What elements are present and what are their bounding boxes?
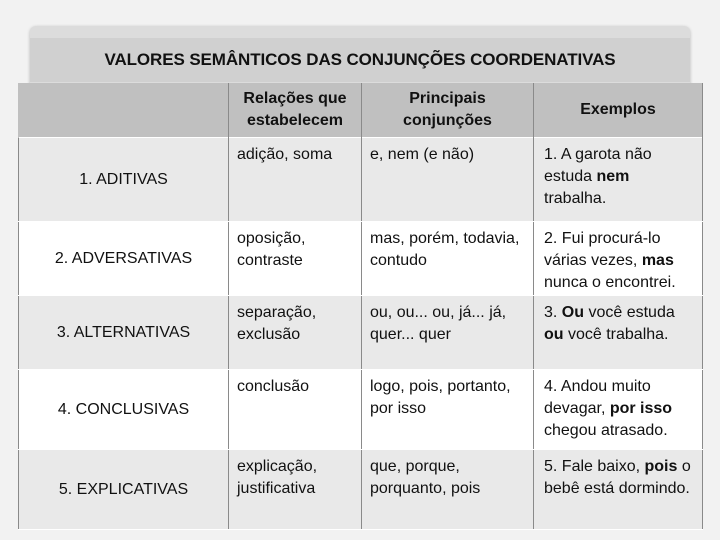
header-conjuncoes: Principais conjunções bbox=[362, 83, 534, 138]
exemplo-text: 3. bbox=[544, 304, 562, 321]
exemplo-text: 5. Fale baixo, bbox=[544, 458, 645, 475]
relacoes-cell: separação, exclusão bbox=[229, 296, 362, 370]
conjuncoes-cell: e, nem (e não) bbox=[362, 138, 534, 222]
exemplo-text: chegou atrasado. bbox=[544, 422, 668, 439]
exemplo-conjunction: nem bbox=[596, 168, 630, 185]
relacoes-cell: adição, soma bbox=[229, 138, 362, 222]
table-row bbox=[19, 296, 703, 370]
row-label: 2. ADVERSATIVAS bbox=[19, 222, 229, 296]
slide-title: VALORES SEMÂNTICOS DAS CONJUNÇÕES COORDENATIVAS bbox=[104, 50, 616, 69]
header-empty-cell bbox=[19, 83, 229, 138]
exemplo-text: 2. Fui procurá-lo várias vezes, bbox=[544, 230, 661, 269]
header-row bbox=[19, 83, 703, 138]
conjuncoes-cell: que, porque, porquanto, pois bbox=[362, 450, 534, 530]
table-row bbox=[19, 222, 703, 296]
conjuncoes-cell: mas, porém, todavia, contudo bbox=[362, 222, 534, 296]
relacoes-cell: conclusão bbox=[229, 370, 362, 450]
relacoes-cell: oposição, contraste bbox=[229, 222, 362, 296]
header-exemplos: Exemplos bbox=[534, 83, 703, 138]
relacoes-cell: explicação, justificativa bbox=[229, 450, 362, 530]
row-label: 4. CONCLUSIVAS bbox=[19, 370, 229, 450]
exemplo-conjunction: mas bbox=[641, 252, 674, 269]
row-label: 1. ADITIVAS bbox=[19, 138, 229, 222]
conjuncoes-cell: ou, ou... ou, já... já, quer... quer bbox=[362, 296, 534, 370]
conjuncoes-cell: logo, pois, portanto, por isso bbox=[362, 370, 534, 450]
table-row bbox=[19, 450, 703, 530]
exemplo-text: 4. Andou muito devagar, bbox=[544, 378, 651, 417]
exemplo-text: 1. A garota não estuda bbox=[544, 146, 652, 185]
table-row bbox=[19, 138, 703, 222]
exemplo-text: você trabalha. bbox=[563, 326, 669, 343]
conjunctions-table bbox=[18, 83, 703, 530]
exemplo-conjunction: ou bbox=[544, 326, 564, 343]
exemplo-cell bbox=[534, 296, 703, 370]
row-label: 3. ALTERNATIVAS bbox=[19, 296, 229, 370]
exemplo-cell bbox=[534, 450, 703, 530]
exemplo-conjunction: por isso bbox=[609, 400, 673, 417]
exemplo-text: trabalha. bbox=[544, 190, 607, 207]
exemplo-text: o bebê está dormindo. bbox=[544, 458, 691, 497]
row-label: 5. EXPLICATIVAS bbox=[19, 450, 229, 530]
table-row bbox=[19, 370, 703, 450]
exemplo-text: nunca o encontrei. bbox=[544, 274, 676, 291]
exemplo-conjunction: pois bbox=[644, 458, 678, 475]
header-relacoes: Relações que estabelecem bbox=[229, 83, 362, 138]
exemplo-cell bbox=[534, 222, 703, 296]
exemplo-conjunction: Ou bbox=[561, 304, 585, 321]
exemplo-text: você estuda bbox=[584, 304, 675, 321]
exemplo-cell bbox=[534, 370, 703, 450]
exemplo-cell bbox=[534, 138, 703, 222]
